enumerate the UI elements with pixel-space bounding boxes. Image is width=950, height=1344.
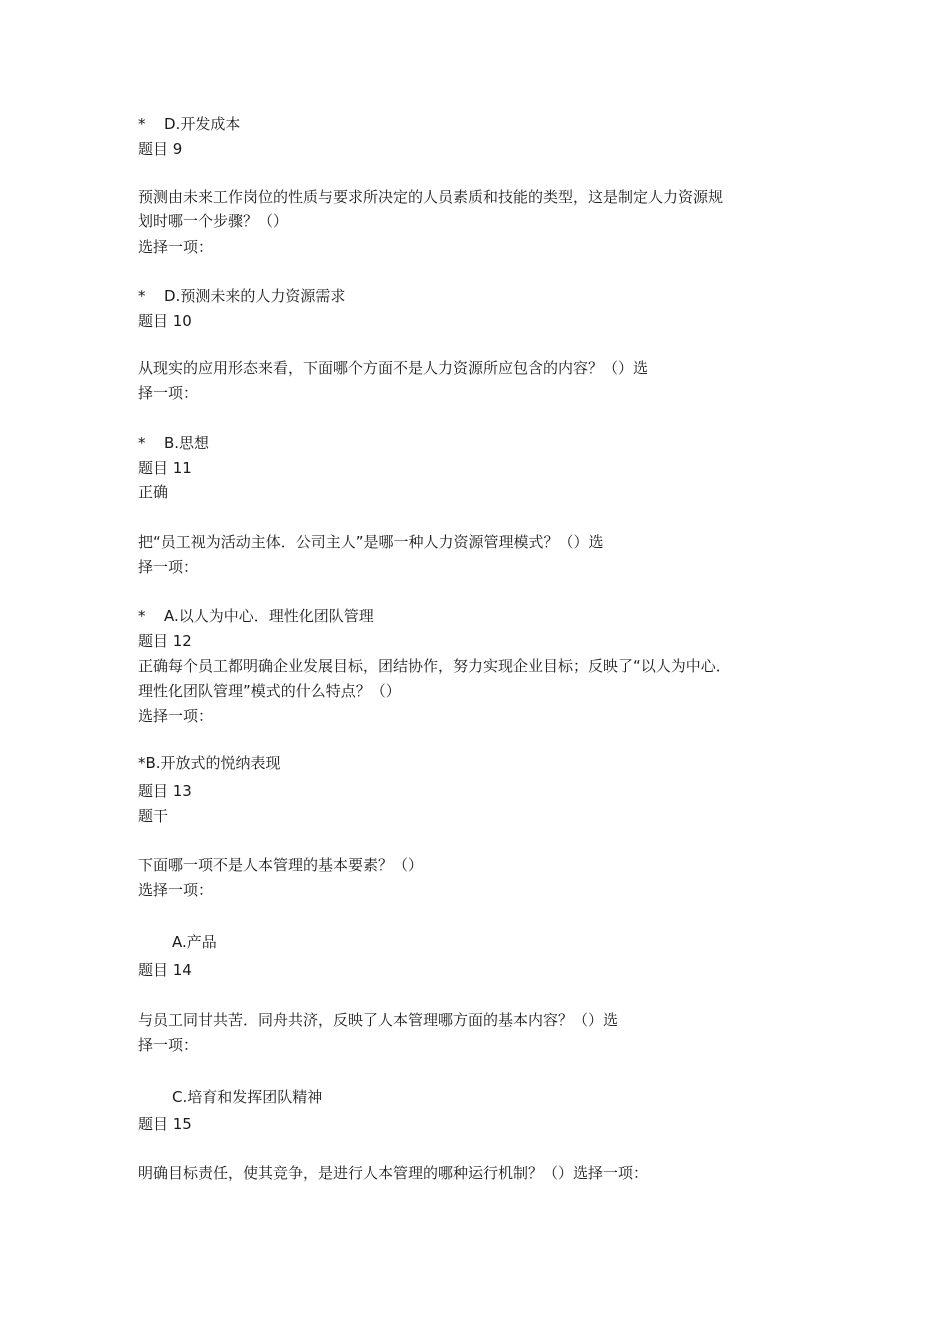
answer-text: D.开发成本: [164, 115, 241, 133]
choice-prompt: 择一项：: [138, 1036, 199, 1054]
question-text: 下面哪一项不是人本管理的基本要素？（）: [138, 856, 424, 874]
question-text: 与员工同甘共苦．同舟共济，反映了人本管理哪方面的基本内容？（）选: [138, 1011, 619, 1029]
question-stem-label: 题干: [138, 807, 169, 825]
bullet-star: *: [138, 115, 146, 133]
question-number: 题目 13: [138, 782, 192, 800]
choice-prompt: 择一项：: [138, 558, 199, 576]
answer-line: [138, 753, 281, 773]
answer-text: B.开放式的悦纳表现: [145, 754, 281, 772]
answer-text: A.以人为中心．理性化团队管理: [164, 607, 374, 625]
question-number: 题目 15: [138, 1115, 192, 1133]
bullet-star: *: [138, 607, 146, 625]
question-number: 题目 11: [138, 459, 192, 477]
question-text: 正确每个员工都明确企业发展目标，团结协作，努力实现企业目标；反映了“以人为中心．: [138, 657, 731, 675]
answer-line: [138, 114, 240, 134]
choice-prompt: 选择一项：: [138, 707, 214, 725]
status-text: 正确: [138, 483, 169, 501]
question-text: 划时哪一个步骤？（）: [138, 212, 289, 230]
question-number: 题目 9: [138, 140, 183, 158]
question-text: 预测由未来工作岗位的性质与要求所决定的人员素质和技能的类型，这是制定人力资源规: [138, 188, 724, 206]
answer-text: C.培育和发挥团队精神: [172, 1088, 323, 1106]
answer-line: [138, 286, 345, 306]
question-text: 把“员工视为活动主体．公司主人”是哪一种人力资源管理模式？（）选: [138, 533, 604, 551]
answer-line: [138, 606, 374, 626]
choice-prompt: 择一项：: [138, 384, 199, 402]
question-text: 明确目标责任，使其竞争，是进行人本管理的哪种运行机制？（）选择一项：: [138, 1164, 649, 1182]
question-number: 题目 12: [138, 632, 192, 650]
bullet-star: *: [138, 754, 146, 772]
answer-text: B.思想: [164, 434, 210, 452]
question-number: 题目 14: [138, 961, 192, 979]
choice-prompt: 选择一项：: [138, 881, 214, 899]
answer-text: D.预测未来的人力资源需求: [164, 287, 346, 305]
question-text: 从现实的应用形态来看，下面哪个方面不是人力资源所应包含的内容？（）选: [138, 359, 649, 377]
question-text: 理性化团队管理”模式的什么特点？（）: [138, 682, 401, 700]
question-number: 题目 10: [138, 312, 192, 330]
bullet-star: *: [138, 434, 146, 452]
answer-line: [138, 433, 209, 453]
bullet-star: *: [138, 287, 146, 305]
choice-prompt: 选择一项：: [138, 238, 214, 256]
answer-text: A.产品: [172, 933, 217, 951]
